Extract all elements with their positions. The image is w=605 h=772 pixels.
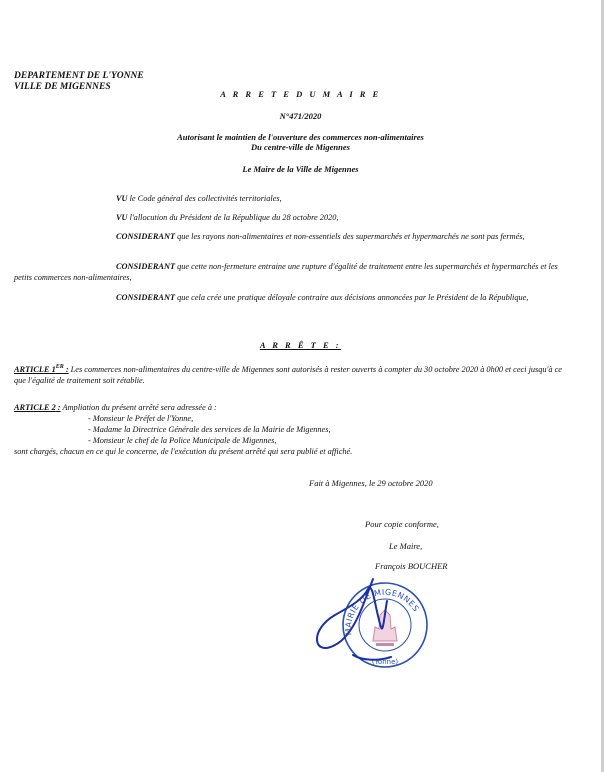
department-name: DEPARTEMENT DE L'YONNE [14,71,144,81]
recital-4 [14,261,574,283]
article-2 [14,402,574,457]
recital-5 [14,292,574,303]
city-name: VILLE DE MIGENNES [14,82,111,92]
decree-number: N°471/2020 [279,111,322,121]
official-stamp [305,575,445,675]
recipient-3: - Monsieur le chef de la Police Municipale de Migennes, [88,436,277,445]
signatory-role: Le Maire, [389,541,423,551]
article-1 [14,364,574,386]
recital-keyword: CONSIDERANT [116,232,176,241]
recital-text: que cette non-fermeture entraine une rupture d'égalité de traitement entre les supermarchés et hypermarchés et les petits commerces non-alimentaires, [14,262,558,282]
copy-conform: Pour copie conforme, [365,519,439,529]
stamp-subtext: (Yonne) [371,658,399,666]
recital-keyword: CONSIDERANT [116,293,176,302]
article-2-colon: : [55,403,61,412]
stamp-text: MAIRIE DE MIGENNES [343,587,421,636]
decree-subject [0,132,601,152]
article-1-text: Les commerces non-alimentaires du centre-ville de Migennes sont autorisés à rester ouverts à compter du 30 octobre 2020 à 0h00 et ceci jusqu'à ce que l'égalité de traitement soit rétablie. [14,365,562,385]
document-title: A R R E T E D U M A I R E [220,89,381,99]
recital-text: le Code général des collectivités territoriales, [127,194,282,203]
recipient-2: - Madame la Directrice Générale des services de la Mairie de Migennes, [88,425,331,434]
recipient-1: - Monsieur le Préfet de l'Yonne, [88,414,194,423]
subject-line-1: Autorisant le maintien de l'ouverture des commerces non-alimentaires [177,132,424,142]
article-1-label [14,365,69,374]
signatory-name: François BOUCHER [375,561,448,571]
recital-text: l'allocution du Président de la République du 28 octobre 2020, [127,213,339,222]
article-2-label [14,403,61,412]
recital-keyword: VU [116,194,128,203]
article-2-label-text: ARTICLE 2 [14,403,56,412]
stamp-seal [343,583,427,667]
subject-line-2: Du centre-ville de Migennes [251,142,350,152]
place-and-date: Fait à Migennes, le 29 octobre 2020 [309,478,433,488]
article-1-superscript: ER [55,364,64,371]
recital-keyword: VU [116,213,128,222]
recital-2 [14,212,574,223]
article-1-label-text: ARTICLE 1 [14,365,56,374]
decree-heading: A R R Ê T E : [259,340,342,350]
issuing-authority: Le Maire de la Ville de Migennes [242,164,359,174]
recital-keyword: CONSIDERANT [116,262,176,271]
article-1-colon: : [63,365,69,374]
article-2-text: Ampliation du présent arrêté sera adressée à : [60,403,217,412]
recital-3 [14,231,574,242]
recital-text: que cela crée une pratique déloyale contraire aux décisions annoncées par le Président de la République, [175,293,529,302]
recital-1 [14,193,574,204]
article-2-closing: sont chargés, chacun en ce qui le concerne, de l'exécution du présent arrêté qui sera publié et affiché. [14,447,353,456]
recital-text: que les rayons non-alimentaires et non-essentiels des supermarchés et hypermarchés ne sont pas fermés, [175,232,525,241]
